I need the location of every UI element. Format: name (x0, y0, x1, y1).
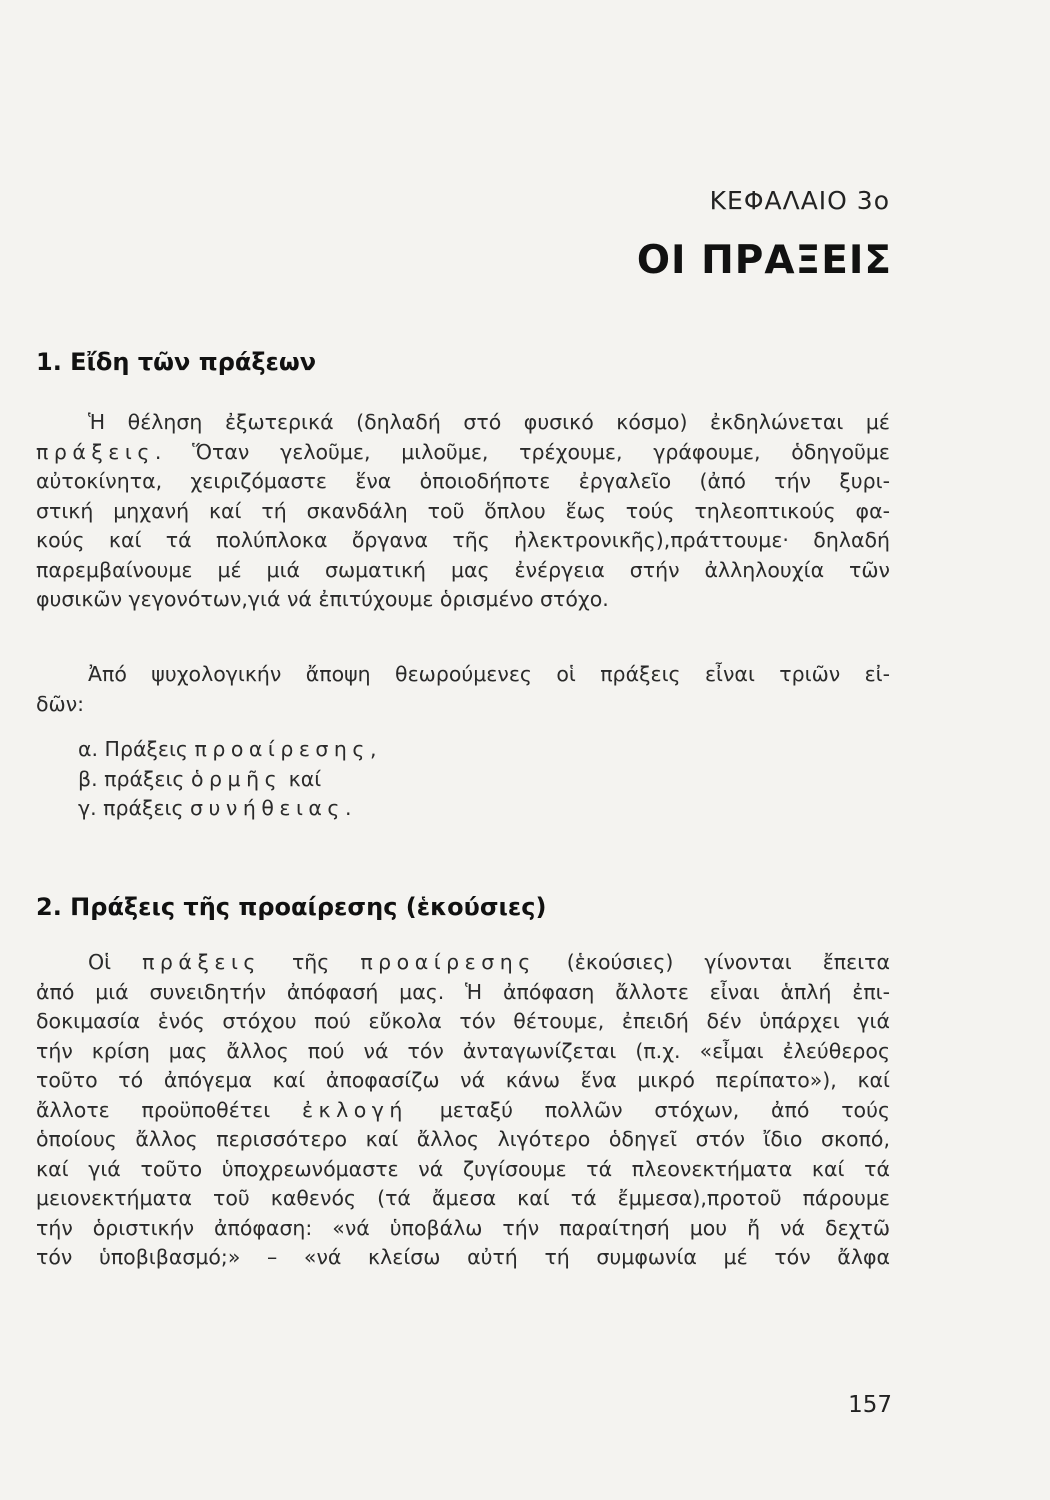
text-line: ὁποίους ἄλλος περισσότερο καί ἄλλος λιγότερο ὁδηγεῖ στόν ἴδιο σκοπό, (36, 1127, 890, 1151)
list-item (36, 765, 890, 795)
text-line: αὐτοκίνητα, χειριζόμαστε ἕνα ὁποιοδήποτε ἐργαλεῖο (ἀπό τήν ξυρι- (36, 469, 890, 493)
text-run: ἄλλοτε προϋποθέτει (36, 1097, 302, 1122)
spaced-term: συνήθειας (190, 796, 345, 820)
spaced-term: ὁρμῆς (190, 766, 283, 791)
section-heading-1: 1. Εἴδη τῶν πράξεων (36, 348, 317, 376)
list-item-suffix: . (344, 796, 352, 820)
text-line: παρεμβαίνουμε μέ μιά σωματική μας ἐνέργεια στήν ἀλληλουχία τῶν (36, 557, 890, 582)
text-line: καί γιά τοῦτο ὑποχρεωνόμαστε νά ζυγίσουμε τά πλεονεκτήματα καί τά (36, 1156, 890, 1181)
paragraph-3 (36, 948, 890, 1273)
spaced-term: προαίρεσης (194, 737, 370, 761)
list-item-suffix: , (369, 737, 377, 761)
paragraph-2 (36, 660, 890, 719)
text-run: μεταξύ πολλῶν στόχων, ἀπό τούς (407, 1097, 890, 1122)
text-line: Ἀπό ψυχολογικήν ἄποψη θεωρούμενες οἱ πράξεις εἶναι τριῶν εἰ- (88, 662, 890, 686)
text-run: (ἑκούσιες) γίνονται ἔπειτα (535, 950, 890, 974)
text-run: . Ὅταν γελοῦμε, μιλοῦμε, τρέχουμε, γράφουμε, ὁδηγοῦμε (154, 439, 890, 464)
text-run: τῆς (260, 950, 361, 974)
text-line: μειονεκτήματα τοῦ καθενός (τά ἄμεσα καί τά ἔμμεσα),προτοῦ πάρουμε (36, 1186, 890, 1210)
spaced-term: ἐκλογή (301, 1097, 408, 1122)
spaced-term: πράξεις (142, 950, 261, 974)
spaced-term: προαίρεσης (360, 950, 536, 974)
spaced-term: πράξεις (36, 439, 155, 464)
text-line: τοῦτο τό ἀπόγεμα καί ἀποφασίζω νά κάνω ἕνα μικρό περίπατο»), καί (36, 1068, 890, 1092)
list-item (36, 794, 890, 824)
text-run: Οἱ (88, 950, 143, 974)
text-line: Ἡ θέληση ἐξωτερικά (δηλαδή στό φυσικό κόσμο) ἐκδηλώνεται μέ (88, 410, 890, 434)
text-line: δοκιμασία ἑνός στόχου πού εὔκολα τόν θέτουμε, ἐπειδή δέν ὑπάρχει γιά (36, 1009, 890, 1033)
text-line: τήν κρίση μας ἄλλος πού νά τόν ἀνταγωνίζεται (π.χ. «εἶμαι ἐλεύθερος (36, 1038, 890, 1063)
list-item-prefix: β. πράξεις (78, 766, 191, 791)
list-item-prefix: α. Πράξεις (78, 737, 195, 761)
text-line: στική μηχανή καί τή σκανδάλη τοῦ ὅπλου ἕως τούς τηλεοπτικούς φα- (36, 498, 890, 523)
text-line: φυσικῶν γεγονότων,γιά νά ἐπιτύχουμε ὁρισμένο στόχο. (36, 587, 609, 611)
text-line: τόν ὑποβιβασμό;» – «νά κλείσω αὐτή τή συμφωνία μέ τόν ἄλφα (36, 1245, 890, 1269)
text-line: ἀπό μιά συνειδητήν ἀπόφασή μας. Ἡ ἀπόφαση ἄλλοτε εἶναι ἁπλή ἐπι- (36, 979, 890, 1004)
section-heading-2: 2. Πράξεις τῆς προαίρεσης (ἑκούσιες) (36, 893, 547, 921)
text-line: κούς καί τά πολύπλοκα ὄργανα τῆς ἠλεκτρονικῆς),πράττουμε· δηλαδή (36, 528, 890, 552)
text-line (36, 438, 890, 468)
chapter-title: ΟΙ ΠΡΑΞΕΙΣ (636, 238, 892, 283)
text-line: τήν ὁριστικήν ἀπόφαση: «νά ὑποβάλω τήν παραίτησή μου ἤ νά δεχτῶ (36, 1215, 890, 1240)
text-line (36, 948, 890, 978)
paragraph-1 (36, 408, 890, 615)
text-line (36, 1096, 890, 1126)
chapter-label: ΚΕΦΑΛΑΙΟ 3ο (709, 186, 890, 215)
list-item-prefix: γ. πράξεις (78, 796, 191, 820)
page-number: 157 (848, 1392, 892, 1418)
list-item (36, 735, 890, 765)
text-line: δῶν: (36, 691, 85, 716)
list-item-suffix: καί (282, 766, 322, 791)
types-list (36, 735, 890, 824)
